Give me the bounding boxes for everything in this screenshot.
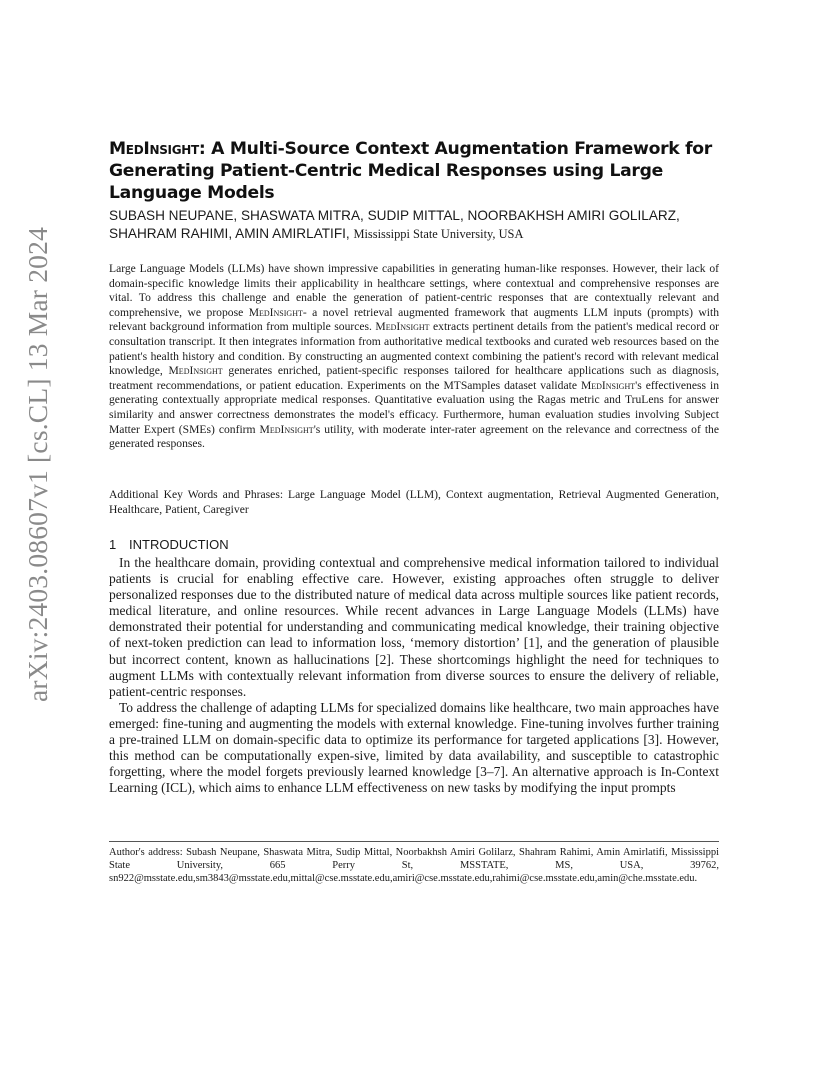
system-name: MedInsight [580,378,636,392]
paper-title [109,138,719,204]
abstract-text: generates enriched, patient-specific responses tailored for healthcare applications such as diagnosis, treatment recommendations, or patient education. Experiments on the MTSamples dataset validate [109,364,719,392]
abstract-text: 's effectiveness in generating contextually appropriate medical responses. Quantitative evaluation using the Ragas metric and TruLens for answer similarity and answer correctness demonstrates the model's efficacy. Furthermore, human evaluation studies involving Subject Matter Expert (SMEs) confirm [109,378,719,436]
arxiv-identifier-stamp: arXiv:2403.08607v1 [cs.CL] 13 Mar 2024 [22,226,53,702]
author-address-footnote: Author's address: Subash Neupane, Shaswata Mitra, Sudip Mittal, Noorbakhsh Amiri Golilarz, Shahram Rahimi, Amin Amirlatifi, Mississippi State University, 665 Perry St, MSSTATE, MS, USA, 39762, sn922@msstate.edu,sm3843@msstate.edu,mittal@cse.msstate.edu,amiri@cse.msstate.edu,rahimi@cse.msstate.edu,amin@che.msstate.edu. [109,847,719,885]
abstract-text: 's utility, with moderate inter-rater agreement on the relevance and correctness of the generated responses. [109,422,719,451]
section-heading [109,537,719,553]
section-title: INTRODUCTION [129,537,229,552]
system-name: MedInsight [109,139,199,159]
abstract-text: Large Language Models (LLMs) have shown impressive capabilities in generating human-like responses. However, their lack of domain-specific knowledge limits their applicability in healthcare settings, where contextual and comprehensive responses are vital. To address this challenge and enable the generation of patient-centric responses that are contextually relevant and comprehensive, we propose [109,262,719,319]
affiliation: Mississippi State University, USA [353,227,524,241]
system-name: MedInsight [248,305,303,319]
abstract-text: extracts pertinent details from the patient's medical record or consultation transcript. It then integrates information from authoritative medical textbooks and curated web resources based on the patient's health history and condition. By constructing an augmented context combining the patient's record with relevant medical knowledge, [109,320,719,378]
system-name: MedInsight [168,364,223,378]
body-text [109,555,719,796]
title-text: : A Multi-Source Context Augmentation Framework for Generating Patient-Centric Medical Responses using Large Language Models [109,139,712,203]
author-list [109,207,719,243]
abstract [109,262,719,452]
abstract-text: - a novel retrieval augmented framework that augments LLM inputs (prompts) with relevant background information from multiple sources. [109,305,719,334]
system-name: MedInsight [259,422,314,436]
keywords: Additional Key Words and Phrases: Large Language Model (LLM), Context augmentation, Retrieval Augmented Generation, Healthcare, Patient, Caregiver [109,488,719,516]
section-number: 1 [109,537,117,552]
system-name: MedInsight [375,320,430,334]
paragraph: To address the challenge of adapting LLMs for specialized domains like healthcare, two main approaches have emerged: fine-tuning and augmenting the models with external knowledge. Fine-tuning involves further training a pre-trained LLM on domain-specific data to optimize its performance for targeted applications [3]. However, this method can be computationally expen-sive, limited by data availability, and susceptible to catastrophic forgetting, where the model forgets previously learned knowledge [3–7]. An alternative approach is In-Context Learning (ICL), which aims to enhance LLM effectiveness on new tasks by modifying the input prompts [109,699,719,796]
paragraph: In the healthcare domain, providing contextual and comprehensive medical information tailored to individual patients is crucial for enabling effective care. However, existing approaches often struggle to deliver personalized responses due to the distributed nature of medical data across multiple sources like patient records, medical literature, and online resources. While recent advances in Large Language Models (LLMs) have demonstrated their potential for understanding and communicating medical knowledge, their training objective of next-token prediction can lead to information loss, ‘memory distortion’ [1], and the generation of plausible but incorrect content, known as hallucinations [2]. These shortcomings highlight the need for techniques to augment LLMs with contextually relevant information from diverse sources to ensure the delivery of reliable, patient-centric responses. [109,555,719,699]
footnote-divider [109,841,719,842]
author-names: SUBASH NEUPANE, SHASWATA MITRA, SUDIP MITTAL, NOORBAKHSH AMIRI GOLILARZ, SHAHRAM RAHIMI, AMIN AMIRLATIFI, [109,208,680,241]
